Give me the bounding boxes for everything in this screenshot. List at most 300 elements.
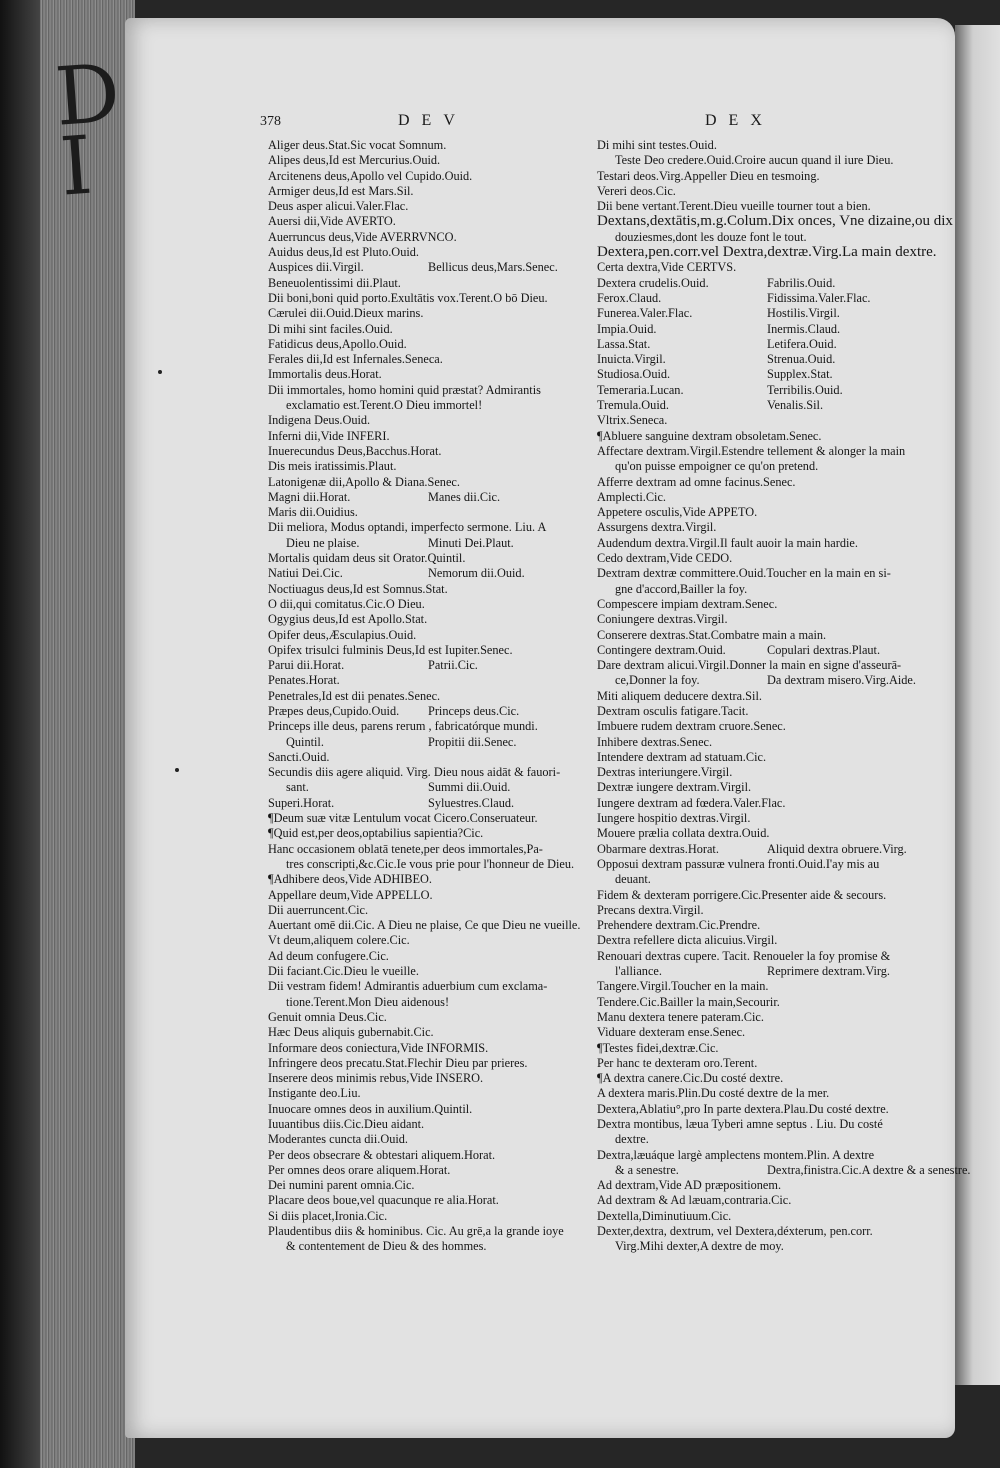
entry-text: ¶A dextra canere.Cic.Du costé dextre.: [597, 1071, 784, 1086]
page-number: 378: [260, 114, 281, 129]
entry-text: Beneuolentissimi dii.Plaut.: [268, 275, 401, 290]
entry-text-right: Aliquid dextra obruere.Virg.: [767, 841, 907, 856]
entry-text-right: Inermis.Claud.: [767, 321, 841, 336]
entry-line: [268, 765, 588, 780]
entry-text-right: Terribilis.Ouid.: [767, 382, 843, 397]
entry-line: [597, 1102, 927, 1117]
entry-text: Manu dextera tenere pateram.Cic.: [597, 1009, 764, 1024]
entry-line: [597, 1041, 927, 1056]
entry-text: Dextras interiungere.Virgil.: [597, 765, 733, 780]
entry-text: Contingere dextram.Ouid.: [597, 642, 726, 657]
entry-text: Dii immortales, homo homini quid præstat? Admirantis: [268, 382, 541, 397]
entry-text: Indigena Deus.Ouid.: [268, 413, 371, 428]
entry-line: [268, 352, 588, 367]
entry-line: [268, 184, 588, 199]
entry-text: Dextera,pen.corr.vel Dextra,dextræ.Virg.La main dextre.: [597, 244, 937, 261]
entry-text: Infringere deos precatu.Stat.Flechir Dieu par prieres.: [268, 1055, 528, 1070]
entry-text: Alipes deus,Id est Mercurius.Ouid.: [268, 153, 441, 168]
entry-line: [268, 933, 588, 948]
entry-text: exclamatio est.Terent.O Dieu immortel!: [286, 398, 483, 413]
entry-line: [597, 933, 927, 948]
entry-text: Dii faciant.Cic.Dieu le vueille.: [268, 964, 419, 979]
entry-line: [268, 245, 588, 260]
entry-line: [597, 1224, 927, 1239]
entry-text: Princeps ille deus, parens rerum , fabricatórque mundi.: [268, 719, 538, 734]
entry-text: Inferni dii,Vide INFERI.: [268, 428, 390, 443]
entry-line: [597, 413, 927, 428]
entry-line: [268, 597, 588, 612]
entry-text: Dieu ne plaise.: [286, 535, 360, 550]
entry-line: [268, 796, 588, 811]
entry-line: [597, 826, 927, 841]
entry-text-right: Reprimere dextram.Virg.: [767, 964, 890, 979]
binding-shadow: [0, 0, 40, 1468]
entry-text: Dextram osculis fatigare.Tacit.: [597, 703, 749, 718]
entry-line: [597, 643, 927, 658]
entry-line: [268, 520, 588, 535]
entry-line: [597, 520, 927, 535]
entry-line: [597, 398, 927, 413]
entry-line: [268, 1025, 588, 1040]
entry-text: Deus asper alicui.Valer.Flac.: [268, 199, 409, 214]
entry-line: [597, 459, 927, 474]
entry-text: Præpes deus,Cupido.Ouid.: [268, 703, 400, 718]
entry-line: [268, 750, 588, 765]
entry-text: Dii boni,boni quid porto.Exultātis vox.Terent.O bō Dieu.: [268, 290, 548, 305]
entry-line: [268, 199, 588, 214]
entry-line: [597, 291, 927, 306]
entry-line: [597, 719, 927, 734]
entry-line: [597, 184, 927, 199]
entry-line: [268, 689, 588, 704]
entry-text: sant.: [286, 780, 309, 795]
entry-text: Latonigenæ dii,Apollo & Diana.Senec.: [268, 474, 460, 489]
entry-line: [268, 995, 588, 1010]
entry-text: Vltrix.Seneca.: [597, 413, 668, 428]
entry-text: Dextans,dextātis,m.g.Colum.Dix onces, Vne dizaine,ou dix: [597, 213, 953, 230]
entry-text-right: Patrii.Cic.: [428, 658, 478, 673]
entry-text: Auidus deus,Id est Pluto.Ouid.: [268, 245, 419, 260]
right-column: [597, 138, 971, 1255]
entry-line: [597, 811, 927, 826]
entry-text: Superi.Horat.: [268, 795, 335, 810]
entry-text: Obarmare dextras.Horat.: [597, 841, 719, 856]
entry-text: Hanc occasionem oblatā tenete,per deos immortales,Pa-: [268, 841, 543, 856]
entry-line: [268, 475, 588, 490]
entry-text: Funerea.Valer.Flac.: [597, 306, 693, 321]
entry-text: Ogygius deus,Id est Apollo.Stat.: [268, 612, 428, 627]
entry-line: [268, 842, 588, 857]
entry-line: [597, 230, 927, 245]
entry-text: Di mihi sint faciles.Ouid.: [268, 321, 393, 336]
entry-text-right: Venalis.Sil.: [767, 398, 824, 413]
entry-line: [597, 169, 927, 184]
entry-line: [268, 214, 588, 229]
entry-line: [268, 949, 588, 964]
entry-text: Assurgens dextra.Virgil.: [597, 520, 717, 535]
entry-text: Magni dii.Horat.: [268, 489, 351, 504]
entry-line: [268, 1148, 588, 1163]
entry-line: [597, 276, 927, 291]
entry-line: [597, 689, 927, 704]
entry-text: Tendere.Cic.Bailler la main,Secourir.: [597, 994, 780, 1009]
entry-text-right: Summi dii.Ouid.: [428, 780, 511, 795]
entry-text: ce,Donner la foy.: [615, 673, 700, 688]
entry-text-right: Fabrilis.Ouid.: [767, 275, 836, 290]
entry-text: Prehendere dextram.Cic.Prendre.: [597, 918, 761, 933]
entry-line: [597, 979, 927, 994]
entry-line: [268, 735, 588, 750]
entry-text: Aliger deus.Stat.Sic vocat Somnum.: [268, 138, 447, 152]
entry-line: [268, 1010, 588, 1025]
entry-line: [268, 337, 588, 352]
entry-line: [597, 490, 927, 505]
left-column: [268, 138, 588, 1255]
entry-text: Imbuere rudem dextram cruore.Senec.: [597, 719, 786, 734]
entry-text: ¶Adhibere deos,Vide ADHIBEO.: [268, 872, 432, 887]
entry-text: Tremula.Ouid.: [597, 398, 669, 413]
entry-line: [597, 306, 927, 321]
entry-text: Virg.Mihi dexter,A dextre de moy.: [615, 1239, 784, 1254]
entry-text: Dii vestram fidem! Admirantis aduerbium cum exclama-: [268, 979, 548, 994]
entry-text: deuant.: [615, 872, 651, 887]
entry-line: [597, 367, 927, 382]
entry-line: [268, 628, 588, 643]
entry-text: Opposui dextram passuræ vulnera fronti.Ouid.I'ay mis au: [597, 856, 880, 871]
entry-text: Teste Deo credere.Ouid.Croire aucun quand il iure Dieu.: [615, 153, 894, 168]
entry-line: [268, 780, 588, 795]
entry-line: [597, 1209, 927, 1224]
entry-text: Dextera,Ablatiu°,pro In parte dextera.Plau.Du costé dextre.: [597, 1101, 889, 1116]
entry-line: [597, 1132, 927, 1147]
entry-line: [597, 1148, 927, 1163]
entry-text: Di mihi sint testes.Ouid.: [597, 138, 717, 152]
entry-text: Dii bene vertant.Terent.Dieu vueille tourner tout a bien.: [597, 199, 871, 214]
entry-text-right: Hostilis.Virgil.: [767, 306, 840, 321]
entry-text: Afferre dextram ad omne facinus.Senec.: [597, 474, 796, 489]
entry-text: Armiger deus,Id est Mars.Sil.: [268, 183, 414, 198]
entry-text: ¶Abluere sanguine dextram obsoletam.Senec.: [597, 428, 822, 443]
entry-line: [597, 1010, 927, 1025]
entry-text: Vereri deos.Cic.: [597, 183, 676, 198]
entry-text: Per omnes deos orare aliquem.Horat.: [268, 1162, 451, 1177]
entry-text: Dextella,Diminutiuum.Cic.: [597, 1208, 732, 1223]
entry-line: [268, 260, 588, 275]
entry-line: [597, 213, 953, 230]
entry-line: [268, 1041, 588, 1056]
entry-text: Dextra montibus, læua Tyberi amne septus . Liu. Du costé: [597, 1117, 883, 1131]
entry-line: [597, 1086, 927, 1101]
entry-text: Renouari dextras cupere. Tacit. Renoueler la foy promise &: [597, 948, 891, 963]
entry-text: Inuicta.Virgil.: [597, 352, 666, 367]
entry-text: Lassa.Stat.: [597, 336, 651, 351]
entry-line: [597, 1117, 927, 1132]
entry-line: [597, 536, 927, 551]
entry-text: Dextræ iungere dextram.Virgil.: [597, 780, 752, 795]
entry-text: Noctiuagus deus,Id est Somnus.Stat.: [268, 581, 448, 596]
entry-line: [268, 1071, 588, 1086]
entry-text: Secundis diis agere aliquid. Virg. Dieu nous aidāt & fauori-: [268, 765, 561, 780]
entry-text: l'alliance.: [615, 964, 662, 979]
entry-line: [597, 1193, 927, 1208]
entry-text: Penetrales,Id est dii penates.Senec.: [268, 688, 441, 703]
entry-line: [268, 704, 588, 719]
entry-line: [597, 735, 927, 750]
entry-text-right: Fidissima.Valer.Flac.: [767, 290, 871, 305]
entry-text: Temeraria.Lucan.: [597, 382, 684, 397]
entry-text-right: Da dextram misero.Virg.Aide.: [767, 673, 916, 688]
entry-line: [597, 260, 927, 275]
entry-text: Instigante deo.Liu.: [268, 1086, 361, 1101]
entry-text: Viduare dexteram ense.Senec.: [597, 1025, 746, 1040]
entry-line: [268, 811, 588, 826]
entry-line: [268, 413, 588, 428]
entry-line: [268, 719, 588, 734]
entry-line: [597, 244, 937, 261]
entry-line: [597, 780, 927, 795]
entry-line: [597, 1162, 971, 1178]
entry-text: Cærulei dii.Ouid.Dieux marins.: [268, 306, 424, 321]
entry-line: [268, 322, 588, 337]
entry-line: [268, 1193, 588, 1208]
entry-text: Auertant omē dii.Cic. A Dieu ne plaise, Ce que Dieu ne vueille.: [268, 918, 581, 933]
ink-dot: [175, 768, 179, 772]
entry-text: Placare deos boue,vel quacunque re alia.Horat.: [268, 1193, 499, 1208]
entry-line: [268, 826, 588, 841]
entry-text: Iungere hospitio dextras.Virgil.: [597, 811, 751, 826]
entry-line: [268, 398, 588, 413]
entry-text: Audendum dextra.Virgil.Il fault auoir la main hardie.: [597, 535, 858, 550]
entry-line: [597, 995, 927, 1010]
entry-text: Inuocare omnes deos in auxilium.Quintil.: [268, 1101, 473, 1116]
entry-text: Studiosa.Ouid.: [597, 367, 671, 382]
entry-text: qu'on puisse empoigner ce qu'on pretend.: [615, 459, 819, 474]
ink-dot: [158, 370, 162, 374]
entry-text: Opifer deus,Æsculapius.Ouid.: [268, 627, 417, 642]
entry-text: Conserere dextras.Stat.Combatre main a main.: [597, 627, 827, 642]
entry-line: [597, 566, 927, 581]
entry-line: [268, 383, 588, 398]
entry-line: [268, 367, 588, 382]
entry-line: [268, 612, 588, 627]
entry-line: [597, 949, 927, 964]
entry-text-right: Copulari dextras.Plaut.: [767, 642, 881, 657]
entry-line: [597, 673, 927, 688]
entry-text: Miti aliquem deducere dextra.Sil.: [597, 688, 762, 703]
entry-text: Mouere prælia collata dextra.Ouid.: [597, 826, 770, 841]
entry-text: Iungere dextram ad fœdera.Valer.Flac.: [597, 795, 786, 810]
entry-line: [268, 169, 588, 184]
entry-text: Plaudentibus diis & hominibus. Cic. Au grē,a la grande ioye: [268, 1224, 564, 1239]
entry-line: [268, 903, 588, 918]
entry-text-right: Propitii dii.Senec.: [428, 734, 517, 749]
entry-line: [597, 1239, 927, 1254]
entry-text: tres conscripti,&c.Cic.Ie vous prie pour l'honneur de Dieu.: [286, 856, 575, 871]
entry-line: [597, 857, 927, 872]
entry-text: Impia.Ouid.: [597, 321, 657, 336]
entry-text: gne d'accord,Bailler la foy.: [615, 581, 748, 596]
entry-text: Per hanc te dexteram oro.Terent.: [597, 1055, 758, 1070]
entry-text: Auerruncus deus,Vide AVERRVNCO.: [268, 229, 457, 244]
entry-line: [268, 1102, 588, 1117]
entry-text-right: Syluestres.Claud.: [428, 795, 515, 810]
entry-line: [597, 765, 927, 780]
entry-text: douziesmes,dont les douze font le tout.: [615, 229, 807, 244]
entry-text: Dis meis iratissimis.Plaut.: [268, 459, 397, 474]
entry-text: Auersi dii,Vide AVERTO.: [268, 214, 396, 229]
entry-line: [597, 597, 927, 612]
entry-text: Immortalis deus.Horat.: [268, 367, 382, 382]
entry-text: Fatidicus deus,Apollo.Ouid.: [268, 336, 407, 351]
entry-line: [268, 1209, 588, 1224]
entry-text: Arcitenens deus,Apollo vel Cupido.Ouid.: [268, 168, 473, 183]
entry-line: [268, 1163, 588, 1178]
entry-text: Dii meliora, Modus optandi, imperfecto sermone. Liu. A: [268, 520, 547, 535]
entry-line: [268, 918, 588, 933]
entry-line: [597, 551, 927, 566]
entry-text: Si diis placet,Ironia.Cic.: [268, 1208, 388, 1223]
entry-line: [268, 857, 588, 872]
entry-text: Precans dextra.Virgil.: [597, 902, 704, 917]
entry-text-right: Minuti Dei.Plaut.: [428, 535, 514, 550]
entry-text: Dextera crudelis.Ouid.: [597, 275, 709, 290]
entry-line: [597, 475, 927, 490]
entry-text: Intendere dextram ad statuam.Cic.: [597, 749, 767, 764]
entry-text: Ferox.Claud.: [597, 290, 662, 305]
entry-text: Dextra refellere dicta alicuius.Virgil.: [597, 933, 778, 948]
entry-line: [597, 383, 927, 398]
entry-text-right: Nemorum dii.Ouid.: [428, 566, 525, 581]
entry-line: [268, 276, 588, 291]
entry-text-right: Strenua.Ouid.: [767, 352, 836, 367]
entry-text: dextre.: [615, 1132, 649, 1147]
entry-text: Dare dextram alicui.Virgil.Donner la main en signe d'asseurā-: [597, 658, 902, 673]
entry-text: Dextram dextræ committere.Ouid.Toucher en la main en si-: [597, 566, 891, 581]
entry-line: [268, 979, 588, 994]
entry-text: Mortalis quidam deus sit Orator.Quintil.: [268, 551, 466, 566]
entry-text: Moderantes cuncta dii.Ouid.: [268, 1132, 409, 1147]
entry-line: [597, 1056, 927, 1071]
entry-text: Inhibere dextras.Senec.: [597, 734, 713, 749]
entry-text: Dii auerruncent.Cic.: [268, 902, 369, 917]
entry-text: Appellare deum,Vide APPELLO.: [268, 887, 433, 902]
entry-text: Amplecti.Cic.: [597, 489, 666, 504]
entry-line: [597, 138, 927, 153]
entry-line: [597, 750, 927, 765]
entry-line: [597, 444, 927, 459]
entry-line: [597, 1071, 927, 1086]
entry-line: [268, 582, 588, 597]
entry-text: Genuit omnia Deus.Cic.: [268, 1009, 387, 1024]
entry-line: [268, 138, 588, 153]
entry-text: Dextra,læuáque largè amplectens montem.Plin. A dextre: [597, 1147, 875, 1162]
entry-line: [268, 1132, 588, 1147]
entry-text: Tangere.Virgil.Toucher en la main.: [597, 979, 769, 994]
entry-line: [268, 872, 588, 887]
entry-text: Cedo dextram,Vide CEDO.: [597, 551, 733, 566]
entry-line: [268, 459, 588, 474]
entry-text: Natiui Dei.Cic.: [268, 566, 343, 581]
entry-line: [597, 153, 927, 168]
entry-text: Coniungere dextras.Virgil.: [597, 612, 728, 627]
entry-text: Auspices dii.Virgil.: [268, 260, 364, 275]
entry-text: O dii,qui comitatus.Cic.O Dieu.: [268, 596, 425, 611]
entry-text-right: Dextra,finistra.Cic.A dextre & a senestre.: [767, 1162, 971, 1177]
entry-line: [597, 918, 927, 933]
entry-line: [268, 673, 588, 688]
entry-line: [597, 903, 927, 918]
entry-text: Certa dextra,Vide CERTVS.: [597, 260, 737, 275]
entry-line: [597, 658, 927, 673]
entry-line: [268, 306, 588, 321]
entry-line: [268, 153, 588, 168]
entry-line: [268, 505, 588, 520]
entry-text: Dexter,dextra, dextrum, vel Dextera,déxterum, pen.corr.: [597, 1224, 873, 1239]
entry-line: [597, 842, 927, 857]
entry-text: Per deos obsecrare & obtestari aliquem.Horat.: [268, 1147, 496, 1162]
entry-line: [268, 1224, 588, 1239]
entry-line: [597, 582, 927, 597]
entry-text: Ad dextram,Vide AD præpositionem.: [597, 1178, 782, 1193]
entry-text: Ferales dii,Id est Infernales.Seneca.: [268, 352, 443, 367]
entry-text: tione.Terent.Mon Dieu aidenous!: [286, 994, 450, 1009]
entry-text: Informare deos coniectura,Vide INFORMIS.: [268, 1040, 489, 1055]
entry-line: [268, 536, 588, 551]
entry-line: [597, 964, 927, 979]
entry-text: Inserere deos minimis rebus,Vide INSERO.: [268, 1071, 484, 1086]
entry-text-right: Manes dii.Cic.: [428, 489, 501, 504]
entry-line: [597, 429, 927, 444]
entry-line: [597, 505, 927, 520]
entry-text: Inuerecundus Deus,Bacchus.Horat.: [268, 443, 442, 458]
entry-text: Parui dii.Horat.: [268, 658, 345, 673]
entry-line: [268, 230, 588, 245]
entry-text: Sancti.Ouid.: [268, 749, 330, 764]
entry-text: Affectare dextram.Virgil.Estendre tellement & alonger la main: [597, 443, 906, 458]
entry-text: Maris dii.Ouidius.: [268, 505, 358, 520]
entry-text: A dextera maris.Plin.Du costé dextre de la mer.: [597, 1086, 830, 1101]
entry-line: [268, 964, 588, 979]
entry-line: [268, 888, 588, 903]
facing-page-edge: [955, 25, 1000, 1385]
entry-line: [597, 1178, 927, 1193]
entry-line: [597, 628, 927, 643]
running-header-right: DEX: [705, 112, 774, 129]
entry-line: [268, 1056, 588, 1071]
entry-line: [268, 566, 588, 581]
entry-text: ¶Quid est,per deos,optabilius sapientia?Cic.: [268, 826, 484, 841]
entry-line: [268, 1086, 588, 1101]
entry-text: & contentement de Dieu & des hommes.: [286, 1239, 487, 1254]
entry-text: ¶Deum suæ vitæ Lentulum vocat Cicero.Conseruateur.: [268, 811, 538, 826]
entry-text: & a senestre.: [615, 1162, 679, 1177]
entry-line: [268, 1117, 588, 1132]
entry-text: Testari deos.Virg.Appeller Dieu en tesmoing.: [597, 168, 820, 183]
entry-line: [597, 704, 927, 719]
entry-line: [597, 612, 927, 627]
entry-line: [268, 551, 588, 566]
entry-text: ¶Testes fidei,dextræ.Cic.: [597, 1040, 719, 1055]
entry-line: [268, 444, 588, 459]
entry-text: Quintil.: [286, 734, 324, 749]
entry-line: [268, 291, 588, 306]
entry-text-right: Supplex.Stat.: [767, 367, 833, 382]
entry-line: [268, 429, 588, 444]
entry-line: [268, 1239, 588, 1254]
entry-text: Fidem & dexteram porrigere.Cic.Presenter aide & secours.: [597, 887, 887, 902]
entry-text: Ad deum confugere.Cic.: [268, 948, 389, 963]
entry-text: Ad dextram & Ad læuam,contraria.Cic.: [597, 1193, 792, 1208]
